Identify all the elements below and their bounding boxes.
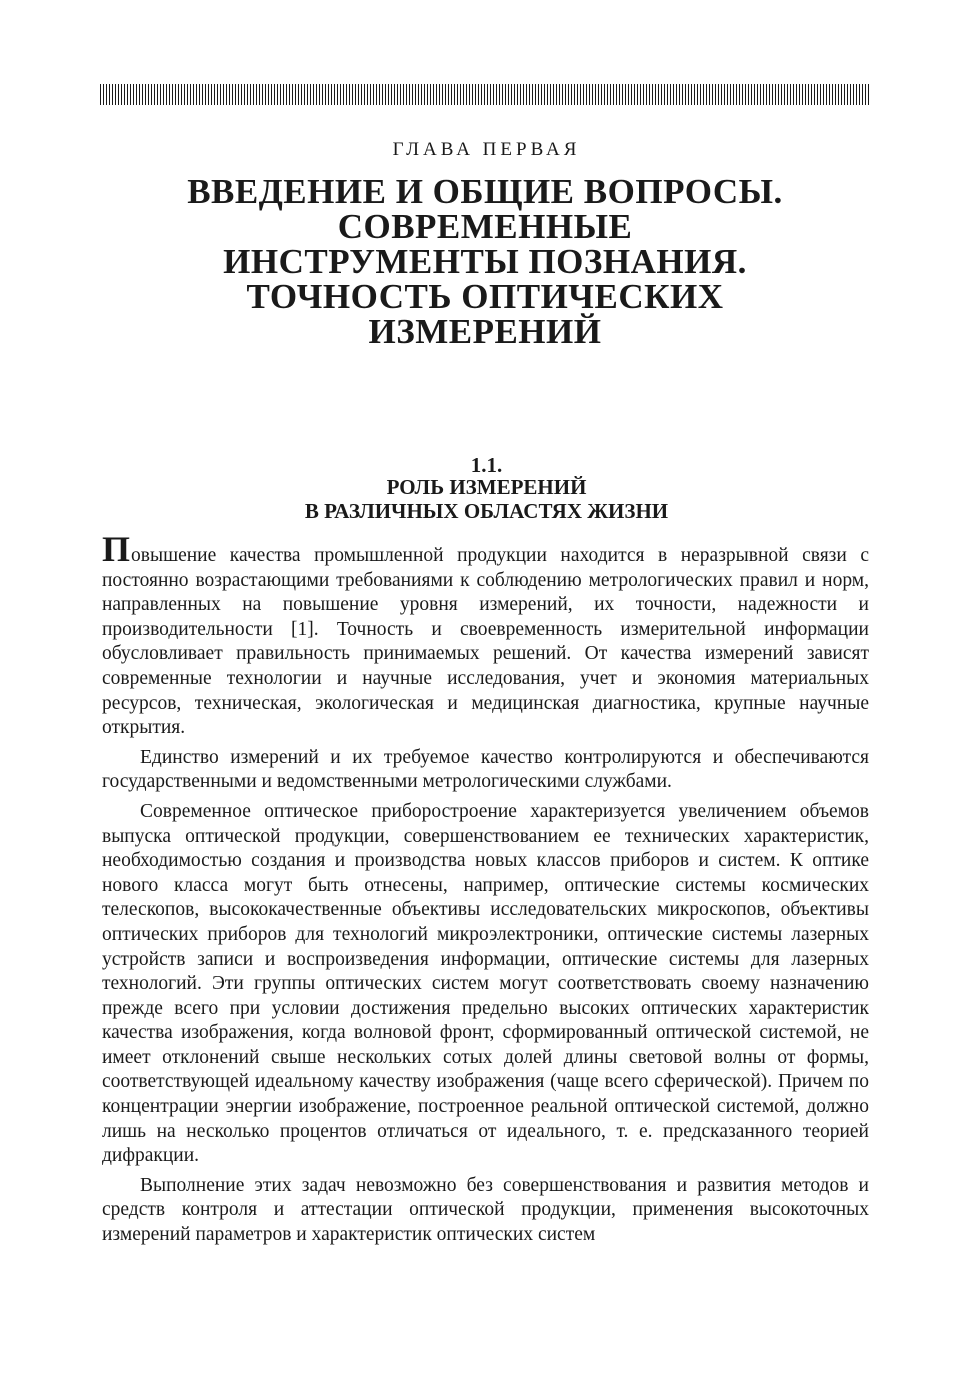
- chapter-title-line: ВВЕДЕНИЕ И ОБЩИЕ ВОПРОСЫ.: [187, 172, 783, 211]
- section-title: [0, 475, 973, 523]
- chapter-title-line: ТОЧНОСТЬ ОПТИЧЕСКИХ: [246, 277, 724, 316]
- paragraph-1-text: овышение качества промышленной продукции находится в неразрывной связи с постоянно возрастающими требованиями к соблюдению метрологических правил и норм, направленных на повышение уровня измерений, их точности, надежности и производительности [1]. Точность и своевременность измерительной информации обусловливает правильность принимаемых решений. От качества измерений зависят современные технологии и научные исследования, учет и экономия материальных ресурсов, техническая, экологическая и медицинская диагностика, крупные научные открытия.: [102, 545, 869, 739]
- paragraph-1: [102, 529, 869, 741]
- section-title-line: РОЛЬ ИЗМЕРЕНИЙ: [386, 475, 587, 499]
- body-text: [102, 529, 869, 1253]
- paragraph-3: Современное оптическое приборостроение характеризуется увеличением объемов выпуска оптической продукции, совершенствованием ее технических характеристик, необходимостью создания и производства новых классов приборов и систем. К оптике нового класса могут быть отнесены, например, оптические системы космических телескопов, высококачественные объективы исследовательских микроскопов, объективы оптических приборов для технологий микроэлектроники, оптические системы лазерных устройств записи и воспроизведения информации, оптические системы для лазерных технологий. Эти группы оптических систем могут соответствовать своему назначению прежде всего при условии достижения предельно высоких оптических характеристик качества изображения, когда волновой фронт, сформированный оптической системой, не имеет отклонений свыше нескольких сотых долей длины световой волны от формы, соответствующей идеальному качеству изображения (чаще всего сферической). Причем по концентрации энергии изображение, построенное реальной оптической системой, должно лишь на несколько процентов отличаться от идеального, т. е. предсказанного теорией дифракции.: [102, 800, 869, 1167]
- chapter-title-line: ИНСТРУМЕНТЫ ПОЗНАНИЯ.: [223, 242, 747, 281]
- chapter-title-line: СОВРЕМЕННЫЕ: [337, 207, 633, 246]
- section-number: 1.1.: [470, 453, 503, 477]
- drop-cap: П: [102, 529, 131, 569]
- section-title-line: В РАЗЛИЧНЫХ ОБЛАСТЯХ ЖИЗНИ: [304, 499, 669, 523]
- paragraph-2: Единство измерений и их требуемое качество контролируются и обеспечиваются государственными и ведомственными метрологическими службами.: [102, 746, 869, 793]
- chapter-title-line: ИЗМЕРЕНИЙ: [368, 312, 602, 351]
- chapter-label: ГЛАВА ПЕРВАЯ: [392, 139, 581, 160]
- paragraph-4: Выполнение этих задач невозможно без совершенствования и развития методов и средств контроля и аттестации оптической продукции, применения высокоточных измерений параметров и характеристик оптических систем: [102, 1174, 869, 1246]
- chapter-title: [130, 174, 840, 349]
- decorative-header-rule: [100, 84, 869, 105]
